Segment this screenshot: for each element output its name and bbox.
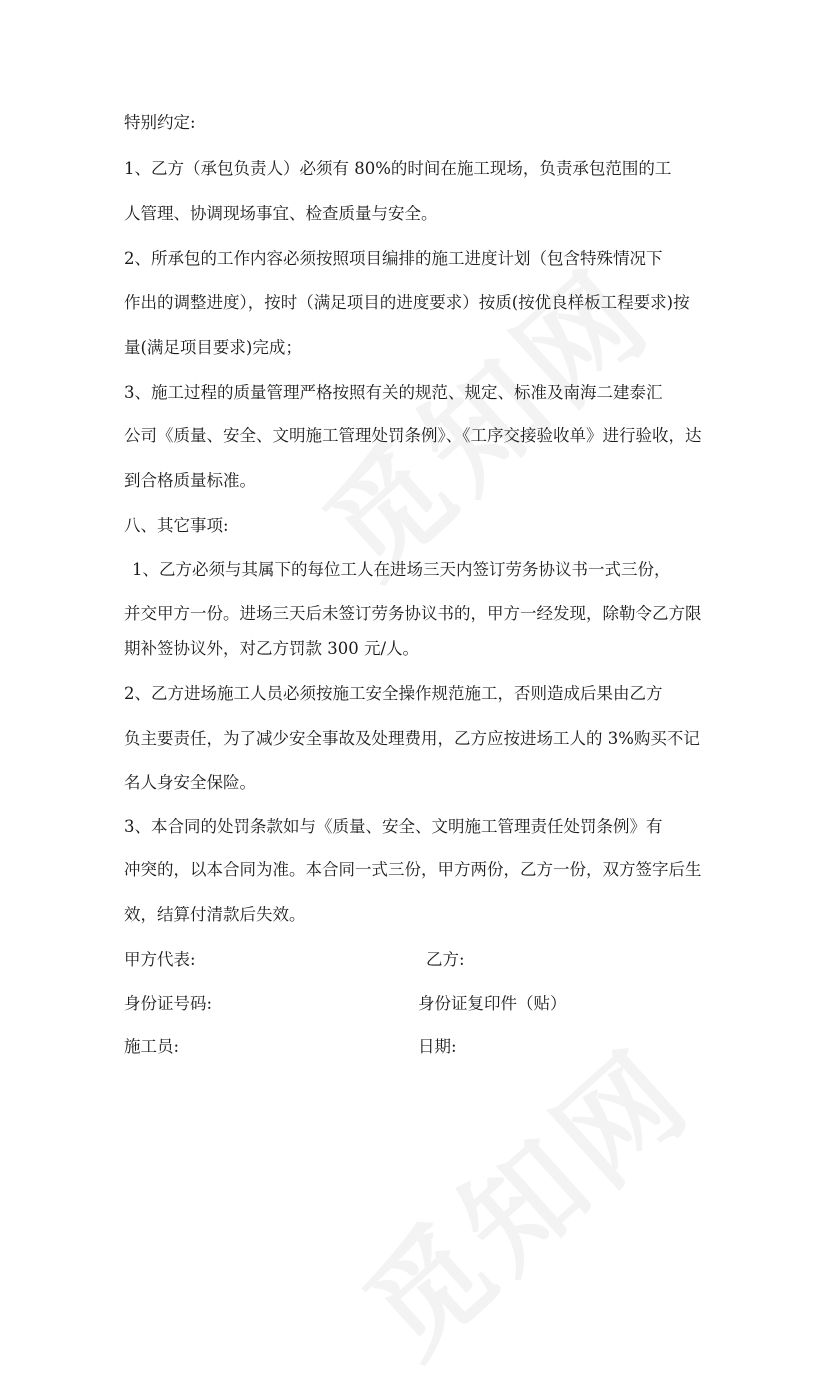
special-terms-item2-line1: 2、所承包的工作内容必须按照项目编排的施工进度计划（包含特殊情况下 [124, 249, 663, 268]
party-b-label: 乙方: [426, 950, 465, 969]
id-number-label: 身份证号码: [124, 994, 213, 1013]
other-matters-item2-line1: 2、乙方进场施工人员必须按施工安全操作规范施工，否则造成后果由乙方 [124, 684, 663, 703]
special-terms-item1-line1: 1、乙方（承包负责人）必须有 80%的时间在施工现场，负责承包范围的工 [124, 159, 672, 178]
other-matters-item3-line1: 3、本合同的处罚条款如与《质量、安全、文明施工管理责任处罚条例》有 [124, 817, 663, 836]
special-terms-item3-line3: 到合格质量标准。 [124, 471, 256, 490]
other-matters-item3-line3: 效，结算付清款后失效。 [124, 905, 306, 924]
other-matters-item3-line2: 冲突的，以本合同为准。本合同一式三份，甲方两份，乙方一份，双方签字后生 [124, 860, 702, 879]
other-matters-heading: 八、其它事项: [124, 516, 229, 535]
special-terms-item1-line2: 人管理、协调现场事宜、检查质量与安全。 [124, 204, 438, 223]
id-copy-label: 身份证复印件（贴） [418, 994, 567, 1013]
special-terms-item2-line3: 量(满足项目要求)完成； [124, 338, 302, 357]
other-matters-item1-line2: 并交甲方一份。进场三天后未签订劳务协议书的，甲方一经发现，除勒令乙方限 [124, 604, 702, 623]
special-terms-item2-line2: 作出的调整进度），按时（满足项目的进度要求）按质(按优良样板工程要求)按 [124, 293, 690, 312]
builder-label: 施工员: [124, 1037, 180, 1056]
watermark [282, 223, 681, 606]
special-terms-heading: 特别约定: [124, 113, 196, 132]
special-terms-item3-line2: 公司《质量、安全、文明施工管理处罚条例》、《工序交接验收单》进行验收，达 [124, 426, 702, 445]
other-matters-item2-line3: 名人身安全保险。 [124, 773, 256, 792]
other-matters-item2-line2: 负主要责任，为了减少安全事故及处理费用，乙方应按进场工人的 3%购买不记 [124, 729, 700, 748]
date-label: 日期: [418, 1037, 457, 1056]
other-matters-item1-line1: 1、乙方必须与其属下的每位工人在进场三天内签订劳务协议书一式三份， [132, 560, 671, 579]
special-terms-item3-line1: 3、施工过程的质量管理严格按照有关的规范、规定、标准及南海二建泰汇 [124, 383, 663, 402]
other-matters-item1-line3: 期补签协议外，对乙方罚款 300 元/人。 [124, 639, 420, 658]
party-a-rep-label: 甲方代表: [124, 950, 196, 969]
watermark [322, 1003, 721, 1386]
